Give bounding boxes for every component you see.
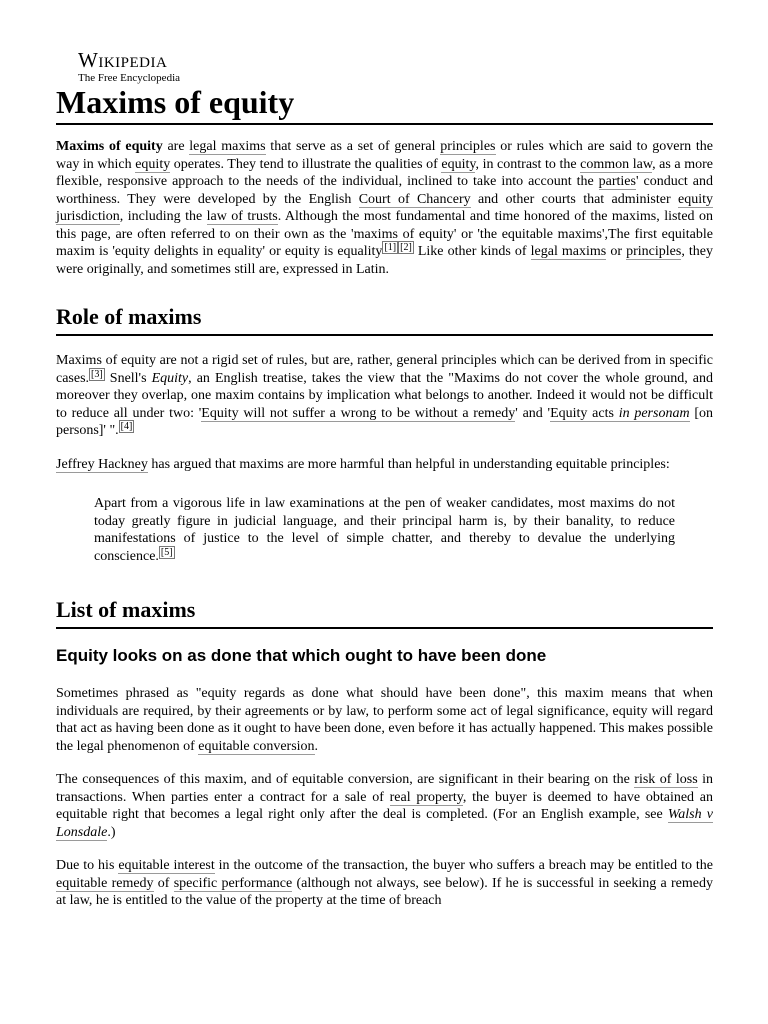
link-specific-performance[interactable]: specific performance <box>173 875 293 891</box>
text: Snell's <box>104 370 152 386</box>
text: operates. They tend to illustrate the qualities of <box>170 156 442 172</box>
italic-title: Equity <box>151 370 189 386</box>
text: (although not always, see below). If he is successful in seeking a remedy at law, he is entitled to the value of the property at the time of breach <box>56 875 713 908</box>
section-heading-list: List of maxims <box>56 595 713 629</box>
link-common-law[interactable]: common law <box>580 156 653 172</box>
text: in transactions. When parties enter a contract for a sale of <box>56 772 714 805</box>
list-paragraph-3 <box>56 857 713 910</box>
text: or rules which are said to govern the way in which <box>56 139 713 172</box>
logo-tagline: The Free Encyclopedia <box>78 72 181 84</box>
text: , an English treatise, takes the view that the "Maxims do not cover the whole ground, and moreover they overlap, one maxim contains by implication what belongs to another. Indeed it would not be difficult to reduce all under two: ' <box>56 370 713 421</box>
link-equity[interactable]: equity <box>677 191 713 207</box>
text: [on persons]' ". <box>56 405 713 438</box>
bold-term: Maxims of equity <box>56 139 163 154</box>
reference-1[interactable] <box>382 241 398 254</box>
reference-5[interactable] <box>159 546 175 559</box>
text: Maxims of equity are not a rigid set of rules, but are, rather, general principles which can be derived from in specific cases. <box>56 353 713 386</box>
link-equity-acts-in-personam[interactable] <box>550 406 689 422</box>
list-paragraph-2 <box>56 771 713 841</box>
link-jeffrey-hackney[interactable]: Jeffrey Hackney <box>56 456 148 472</box>
link-risk-of-loss[interactable]: risk of loss <box>634 772 698 787</box>
link-text-italic[interactable]: Walsh v Lonsdale <box>56 807 713 840</box>
reference-label[interactable]: [3] <box>91 368 103 380</box>
text: , as a more flexible, responsive approach to the needs of the individual, inclined to take into account the <box>56 156 713 189</box>
link-court-of-chancery[interactable]: Court of Chancery <box>358 191 471 207</box>
section-heading-role: Role of maxims <box>56 302 713 336</box>
wikipedia-logo[interactable] <box>78 50 218 84</box>
subsection-heading-equity-looks: Equity looks on as done that which ought to have been done <box>56 646 547 665</box>
reference-label[interactable]: [5] <box>160 546 173 558</box>
text: , including the <box>119 209 207 224</box>
link-equity-will-not-suffer-a-wrong[interactable]: Equity will not suffer a wrong to be without a remedy <box>201 405 516 421</box>
link-law-of-trusts[interactable]: law of trusts <box>206 209 278 224</box>
link-jurisdiction[interactable]: jurisdiction <box>56 209 120 224</box>
link-equitable-remedy[interactable]: equitable remedy <box>56 875 154 891</box>
link-legal-maxims[interactable]: legal maxims <box>530 244 607 259</box>
text: Like other kinds of <box>413 244 531 259</box>
link-text-italic[interactable]: in personam <box>618 405 690 421</box>
text: , the buyer is deemed to have obtained an equitable right that becomes a legal right only after the deal is completed. (For an English example, see <box>56 789 714 822</box>
text: of <box>153 875 174 891</box>
link-equity[interactable]: equity <box>135 156 171 172</box>
reference-label[interactable]: [1] <box>384 242 397 253</box>
text: , they were originally, and sometimes still are, expressed in Latin. <box>56 244 714 277</box>
reference-2[interactable] <box>398 241 414 254</box>
link-principles[interactable]: principles <box>626 244 682 259</box>
text: or <box>606 244 627 259</box>
link-equitable-conversion[interactable]: equitable conversion <box>198 738 315 754</box>
text: Apart from a vigorous life in law examinations at the pen of weaker candidates, most maxims do not today greatly figure in judicial language, and their principal harm is, by their banality, to reduce manifestations of justice to the level of simple chatter, and thereby to devalue the underlying conscience. <box>94 496 675 564</box>
text: has argued that maxims are more harmful than helpful in understanding equitable principles: <box>147 456 670 472</box>
intro-paragraph <box>56 138 713 278</box>
quote-text <box>94 495 675 565</box>
text: . Although the most fundamental and time honored of the maxims, listed on this page, are often referred to on their own as the 'maxims of equity' or 'the equitable maxims',The first equitable maxim is 'equity delights in equality' or equity is equality <box>56 209 713 259</box>
reference-4[interactable] <box>119 420 135 433</box>
role-paragraph-1 <box>56 352 713 440</box>
link-legal-maxims[interactable]: legal maxims <box>189 139 266 154</box>
link-parties[interactable]: parties <box>598 174 636 189</box>
list-paragraph-1 <box>56 685 713 755</box>
link-text[interactable]: Equity acts <box>550 405 619 421</box>
blockquote <box>94 495 675 565</box>
text: are <box>162 139 190 154</box>
text: . <box>314 738 319 754</box>
text: Sometimes phrased as "equity regards as done what should have been done", this maxim means that when individuals are required, by their agreements or by law, to perform some act of legal significance, equity will regard that act as having been done as it ought to have been done, even before it has actually happened. This makes possible the legal phenomenon of <box>56 686 713 754</box>
text: and other courts that administer <box>470 191 678 207</box>
text: in the outcome of the transaction, the buyer who suffers a breach may be entitled to the <box>214 858 713 873</box>
link-real-property[interactable]: real property <box>389 789 463 805</box>
text: ' conduct and worthiness. They were developed by the English <box>56 174 713 207</box>
text: that serve as a set of general <box>265 139 441 154</box>
reference-3[interactable] <box>89 368 105 381</box>
text: The consequences of this maxim, and of equitable conversion, are significant in their bearing on the <box>56 772 635 787</box>
link-equity[interactable]: equity <box>441 156 476 172</box>
text: .) <box>107 824 116 840</box>
text: Due to his <box>56 858 119 873</box>
text: , in contrast to the <box>475 156 581 172</box>
logo-wordmark: Wikipedia <box>78 48 168 72</box>
article-body <box>56 138 713 926</box>
link-principles[interactable]: principles <box>440 139 496 154</box>
reference-label[interactable]: [4] <box>120 421 133 432</box>
link-equitable-interest[interactable]: equitable interest <box>118 858 215 873</box>
text: ' and ' <box>515 405 551 421</box>
reference-label[interactable]: [2] <box>400 242 412 253</box>
role-paragraph-2 <box>56 456 713 474</box>
page-title: Maxims of equity <box>56 82 713 125</box>
